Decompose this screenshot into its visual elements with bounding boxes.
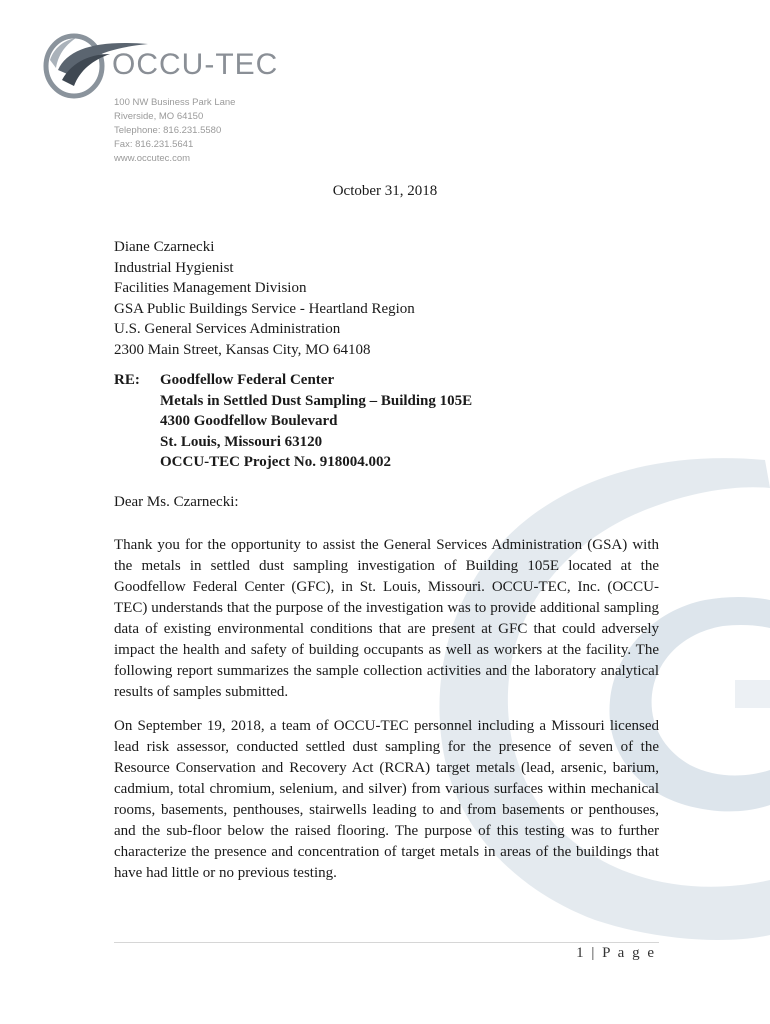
recipient-address: 2300 Main Street, Kansas City, MO 64108: [114, 341, 371, 358]
recipient-block: [114, 237, 415, 360]
recipient-service: GSA Public Buildings Service - Heartland Region: [114, 300, 415, 317]
phone-line: Telephone: 816.231.5580: [114, 125, 222, 136]
fax-line: Fax: 816.231.5641: [114, 139, 194, 150]
body-paragraph-1: Thank you for the opportunity to assist the General Services Administration (GSA) with the metals in settled dust sampling investigation of Building 105E located at the Goodfellow Federal Center (GFC), in St. Louis, Missouri. OCCU-TEC, Inc. (OCCU-TEC) understands that the purpose of the investigation was to provide additional sampling data of existing environmental conditions that are present at GFC that could adversely impact the health and safety of building occupants as well as workers at the facility. The following report summarizes the sample collection activities and the laboratory analytical results of samples submitted.: [114, 537, 659, 700]
company-address: [114, 96, 235, 166]
recipient-agency: U.S. General Services Administration: [114, 321, 341, 337]
subject-line: Goodfellow Federal Center: [160, 372, 335, 388]
footer-divider: [114, 942, 659, 943]
subject-label: RE:: [114, 372, 140, 388]
subject-line: Metals in Settled Dust Sampling – Building 105E: [160, 392, 473, 409]
page-number: 1 | P a g e: [576, 945, 656, 961]
subject-line: St. Louis, Missouri 63120: [160, 433, 323, 450]
address-line: Riverside, MO 64150: [114, 111, 204, 122]
address-line: 100 NW Business Park Lane: [114, 97, 236, 108]
body-paragraph-2: On September 19, 2018, a team of OCCU-TEC personnel including a Missouri licensed lead risk assessor, conducted settled dust sampling for the presence of seven of the Resource Conservation and Recovery Act (RCRA) target metals (lead, arsenic, barium, cadmium, total chromium, selenium, and silver) from various surfaces within mechanical rooms, basements, penthouses, stairwells leading to and from basements or penthouses, and the sub-floor below the raised flooring. The purpose of this testing was to further characterize the presence and concentration of target metals in areas of the buildings that have had little or no previous testing.: [114, 718, 659, 881]
website-line: www.occutec.com: [114, 153, 191, 164]
company-name: OCCU-TEC: [112, 48, 279, 81]
salutation: Dear Ms. Czarnecki:: [114, 494, 239, 510]
subject-line: OCCU-TEC Project No. 918004.002: [160, 454, 391, 470]
recipient-division: Facilities Management Division: [114, 280, 307, 296]
recipient-title: Industrial Hygienist: [114, 259, 234, 276]
subject-line: 4300 Goodfellow Boulevard: [160, 413, 338, 429]
recipient-name: Diane Czarnecki: [114, 239, 215, 255]
letter-date: October 31, 2018: [332, 183, 438, 199]
